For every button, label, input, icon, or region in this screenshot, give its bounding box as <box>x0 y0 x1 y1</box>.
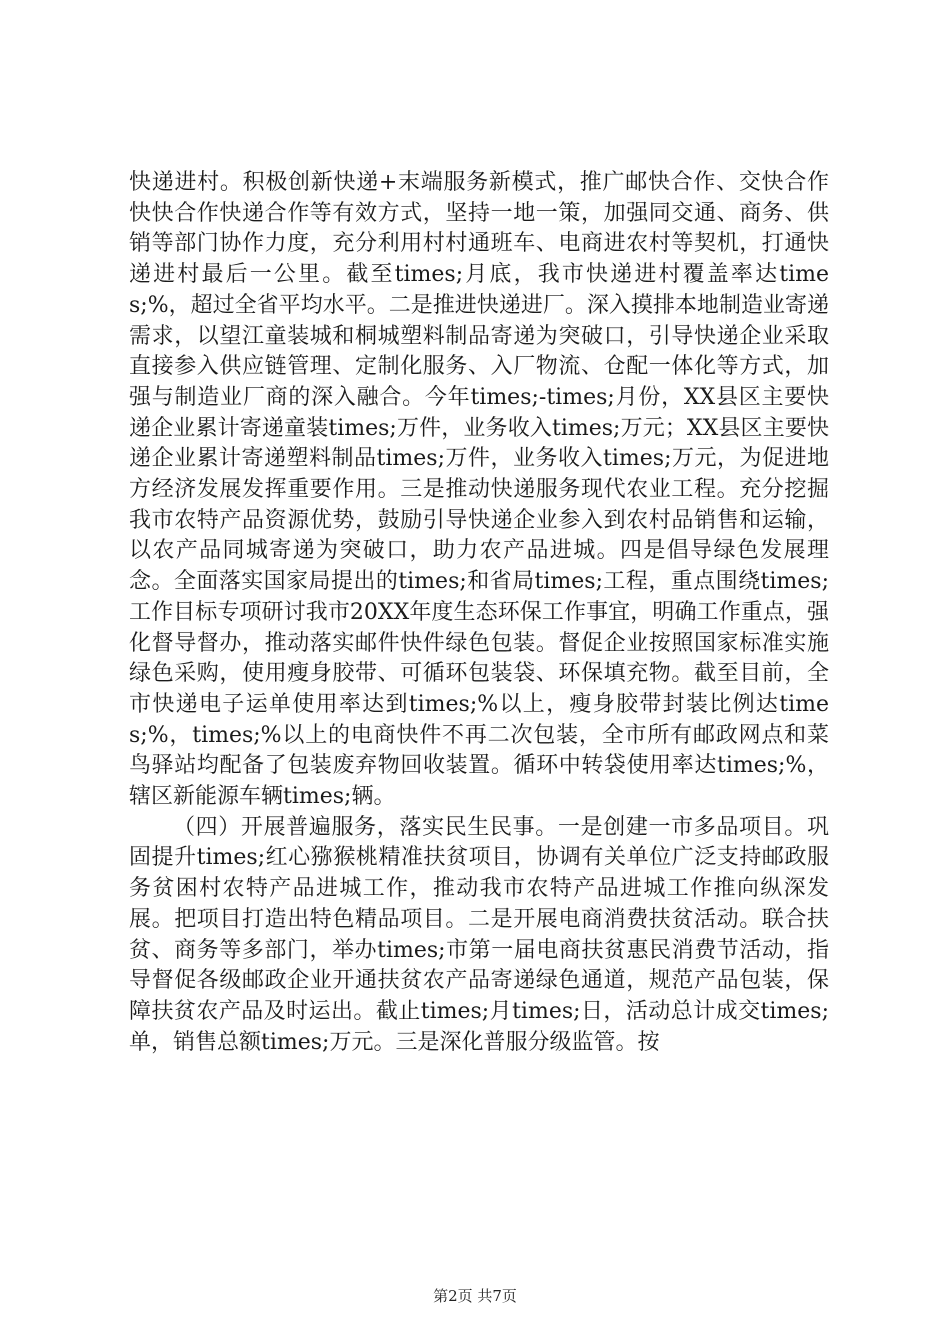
paragraph-continued: 快递进村。积极创新快递+末端服务新模式，推广邮快合作、交快合作快快合作快递合作等有效方式，坚持一地一策，加强同交通、商务、供销等部门协作力度，充分利用村村通班车、电商进农村等契机，打通快递进村最后一公里。截至times;月底，我市快递进村覆盖率达times;%，超过全省平均水平。二是推进快递进厂。深入摸排本地制造业寄递需求，以望江童装城和桐城塑料制品寄递为突破口，引导快递企业采取直接参入供应链管理、定制化服务、入厂物流、仓配一体化等方式，加强与制造业厂商的深入融合。今年times;-times;月份，XX县区主要快递企业累计寄递童装times;万件，业务收入times;万元；XX县区主要快递企业累计寄递塑料制品times;万件，业务收入times;万元，为促进地方经济发展发挥重要作用。三是推动快递服务现代农业工程。充分挖掘我市农特产品资源优势，鼓励引导快递企业参入到农村品销售和运输，以农产品同城寄递为突破口，助力农产品进城。四是倡导绿色发展理念。全面落实国家局提出的times;和省局times;工程，重点围绕times;工作目标专项研讨我市20XX年度生态环保工作事宜，明确工作重点，强化督导督办，推动落实邮件快件绿色包装。督促企业按照国家标准实施绿色采购，使用瘦身胶带、可循环包装袋、环保填充物。截至目前，全市快递电子运单使用率达到times;%以上，瘦身胶带封装比例达times;%，times;%以上的电商快件不再二次包装，全市所有邮政网点和菜鸟驿站均配备了包装废弃物回收装置。循环中转袋使用率达times;%，辖区新能源车辆times;辆。 <box>129 170 829 810</box>
document-body <box>129 168 829 1058</box>
paragraph-section-four: （四）开展普遍服务，落实民生民事。一是创建一市多品项目。巩固提升times;红心猕猴桃精准扶贫项目，协调有关单位广泛支持邮政服务贫困村农特产品进城工作，推动我市农特产品进城工作推向纵深发展。把项目打造出特色精品项目。二是开展电商消费扶贫活动。联合扶贫、商务等多部门，举办times;市第一届电商扶贫惠民消费节活动，指导督促各级邮政企业开通扶贫农产品寄递绿色通道，规范产品包装，保障扶贫农产品及时运出。截止times;月times;日，活动总计成交times;单，销售总额times;万元。三是深化普服分级监管。按 <box>129 814 829 1055</box>
page-footer: 第2页 共7页 <box>433 1287 517 1305</box>
